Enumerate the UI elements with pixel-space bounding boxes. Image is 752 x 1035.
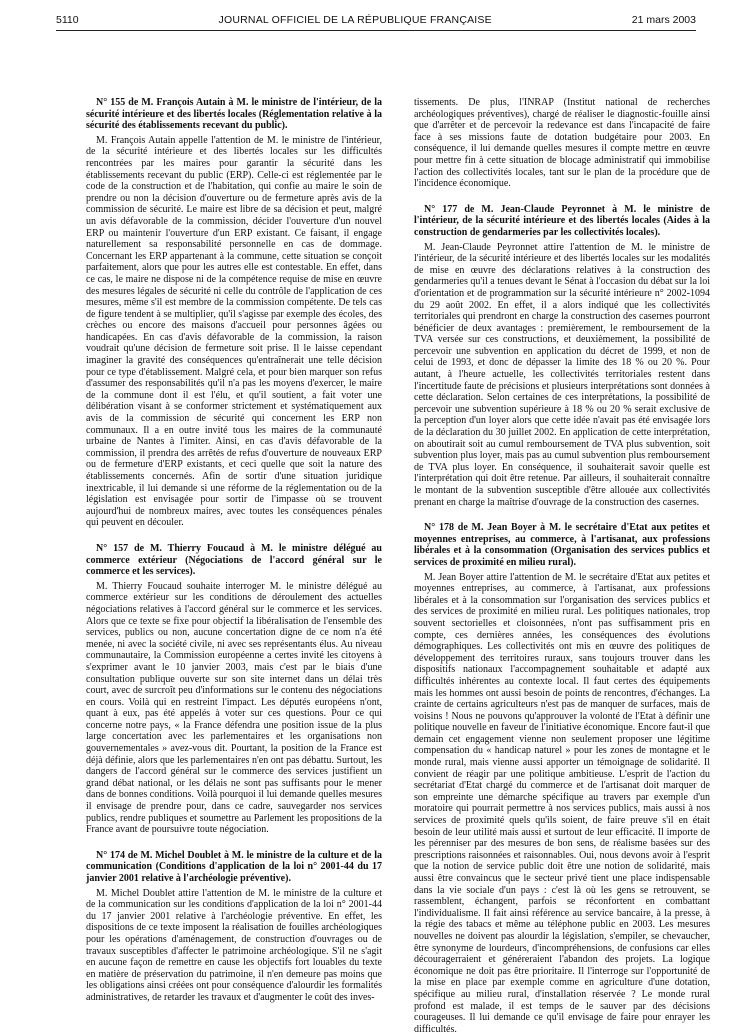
right-column — [414, 97, 710, 1035]
page-header — [56, 10, 696, 31]
question-174-continuation: tissements. De plus, l'INRAP (Institut national de recherches archéologiques préventives), chargé de réaliser le diagnostic-fouille ainsi que d'arrêter et de percevoir la redevance est dans l'incapacité de faire face à ses missions faute de dotation budgétaire pour 2003. En conséquence, il lui demande quelles mesures il compte mettre en œuvre pour mettre fin à cette situation de blocage administratif qui immobilise l'action des collectivités locales, tant sur le plan de la procédure que de l'incidence économique. — [414, 97, 710, 190]
left-column — [86, 97, 382, 1003]
question-174-body: M. Michel Doublet attire l'attention de M. le ministre de la culture et de la communication sur les conditions d'application de la loi n° 2001-44 du 17 janvier 2001 relative à l'archéologie préventive. En effet, les dispositions de ce texte imposent la réalisation de fouilles archéologiques pour les opérations d'aménagement, de construction d'ouvrages ou de travaux susceptibles d'affecter le patrimoine archéologique. S'il ne s'agit en aucune façon de remettre en cause les objectifs fort louables du texte en matière de préservation du patrimoine, il n'en demeure pas moins que les obligations ainsi créées ont pour conséquence d'alourdir les formalités administratives, de retarder les travaux et d'augmenter le coût des inves- — [86, 887, 382, 1003]
journal-title: JOURNAL OFFICIEL DE LA RÉPUBLIQUE FRANÇAISE — [218, 14, 492, 26]
question-178-title: N° 178 de M. Jean Boyer à M. le secrétaire d'Etat aux petites et moyennes entreprises, au commerce, à l'artisanat, aux professions libérales et à la consommation (Organisation des services publics et services de proximité en milieu rural). — [414, 522, 710, 568]
issue-date: 21 mars 2003 — [631, 14, 696, 26]
question-157-body: M. Thierry Foucaud souhaite interroger M. le ministre délégué au commerce extérieur sur les conditions de déroulement des actuelles négociations relatives à l'accord général sur le commerce et les services. Alors que ce texte se fixe pour objectif la libéralisation de l'ensemble des services, publics ou non, aucune concertation digne de ce nom n'a été menée, ni avec la société civile, ni avec ses représentants élus. Au niveau communautaire, la Commission européenne a certes invité les citoyens à s'exprimer avant le 10 janvier 2003, mais c'est par le biais d'une consultation publique ouverte sur son site internet dans un délai très court, avec de surcroît peu d'informations sur le contenu des négociations en cours. Voilà qui en restreint l'impact. Les députés européens n'ont, quant à eux, pas été appelés à voter sur ces questions. Pour ce qui concerne notre pays, « la France défendra une position issue de la plus large concertation avec les parlementaires et les organisations non gouvernementales » avez-vous dit. Pourtant, la position de la France est déjà définie, alors que les parlementaires n'en ont pas débattu. Surtout, les dangers de l'accord général sur le commerce des services justifient un grand débat national, or les délais ne sont pas suffisants pour le mener dans de bonnes conditions. Voilà pourquoi il lui demande quelles mesures il envisage de prendre pour, dans ce cadre, sauvegarder nos services publics, rendre publiques et soumettre au Parlement les propositions de la France avant de poursuivre toute négociation. — [86, 580, 382, 836]
question-155-title: N° 155 de M. François Autain à M. le ministre de l'intérieur, de la sécurité intérieure et des libertés locales (Réglementation relative à la sécurité des établissements recevant du public). — [86, 97, 382, 132]
question-157-title: N° 157 de M. Thierry Foucaud à M. le ministre délégué au commerce extérieur (Négociations de l'accord général sur le commerce et les services). — [86, 542, 382, 578]
question-155-body: M. François Autain appelle l'attention de M. le ministre de l'intérieur, de la sécurité intérieure et des libertés locales sur les difficultés rencontrées par les maires pour garantir la sécurité dans les établissements recevant du public (ERP). Celle-ci est réglementée par le code de la construction et de l'habitation, qui confie au maire le soin de prendre ou non la décision d'ouverture ou de fermeture après avis de la commission de sécurité. Le maire est libre de sa décision et peut, malgré un avis défavorable de la commission, décider l'ouverture d'un nouvel ERP ou maintenir l'ouverture d'un ERP existant. Ce faisant, il engage naturellement sa responsabilité personnelle en cas de dommage. Concernant les ERP appartenant à la commune, cette situation se conçoit parfaitement, alors que pour les autres elle est contestable. En effet, dans ce cas, le maire ne dispose ni de la compétence requise de mise en œuvre des mesures légales de sécurité ni celle du contrôle de l'application de ces mesures, même s'il est membre de la commission compétente. De tels cas de figure tendent à se multiplier, qu'il s'agisse par exemple des écoles, des crèches ou encore des maisons d'accueil pour personnes âgées ou handicapées. En cas d'avis défavorable de la commission, la raison voudrait qu'une décision de fermeture soit prise. Il le laisse cependant imaginer la gravité des conséquences qu'entraînerait une telle décision pour ce type d'établissement. Malgré cela, et pour bien marquer son refus d'assumer des responsabilités qu'il n'a pas les moyens d'exercer, le maire de la commune dont il est l'élu, et qu'il soutient, a fait voter une délibération visant à se conformer strictement et systématiquement aux avis de la commission de sécurité qui concernent les ERP non communaux. Il a en outre invité tous les maires de la communauté urbaine de Nantes à l'imiter. Ainsi, en cas d'avis défavorable de la commission, il prendra des arrêtés de refus d'ouverture de nouveaux ERP ou de fermeture d'ERP existants, et ceci quelle que soit la nature des établissements concernés. Afin de sortir d'une situation juridique inextricable, il lui demande si une réforme de la réglementation ou de la législation est envisagée pour sortir de l'impasse où se trouvent aujourd'hui de nombreux maires, avec toutes les conséquences pénales qui peuvent en découler. — [86, 134, 382, 529]
question-178-body: M. Jean Boyer attire l'attention de M. le secrétaire d'Etat aux petites et moyennes entreprises, au commerce, à l'artisanat, aux professions libérales et à la consommation sur l'organisation des services publics et des services de proximité en milieu rural. Les politiques nationales, trop souvent sectorielles et cloisonnées, n'ont pas suffisamment pris en compte, ces dernières années, les conséquences des évolutions démographiques. Les collectivités ont mis en œuvre des politiques de développement des territoires ruraux, sans toujours trouver dans les dispositifs nationaux l'accompagnement souhaitable et adapté aux difficultés inhérentes au contexte local. Il faut certes des équipements mais les hommes ont aussi besoin de points de rencontres, d'échanges. La crainte de certains agriculteurs n'est pas de manquer de surfaces, mais de voisins ! Nous ne pouvons qu'approuver la volonté de l'Etat à définir une politique nouvelle en faveur de l'initiative économique. Encore faut-il que demain cet engagement vienne non seulement proposer une légitime compensation du « handicap naturel » pour les zones de montagne et le monde rural, mais vienne aussi apporter un témoignage de solidarité. Il convient de réagir par une politique ambitieuse. L'esprit de l'action du secrétariat d'Etat chargé du commerce et de l'artisanat doit marquer de son empreinte une démarche spécifique au travers par exemple d'un moratoire qui pourrait permettre à nos services publics, mais aussi à nos services de proximité quels qu'ils soient, de faire preuve s'il en était besoin de leur utilité mais aussi et surtout de leur efficacité. Il importe de les pérenniser par des mesures de bon sens, de réalisme basées sur des prescriptions raisonnées et raisonnables. Oui, nous devons avoir à l'esprit que la notion de service public doit être une notion de solidarité, mais aussi être convaincus que le secteur privé tient une place indispensable dans la vie sociale d'un pays : c'est là où les gens se retrouvent, se rassemblent, échangent, parfois se réconfortent en combattant l'individualisme. Il fait ainsi référence au service bancaire, à la presse, à la régie des tabacs et même au téléphone public en 2003. Les mesures nouvelles ne doivent pas alourdir la législation, s'empiler, se chevaucher, être synonyme de lourdeurs, d'incompréhensions, de confusions car elles découragerraient et généreraient l'abandon des projets. La logique économique ne doit pas être prioritaire. Il l'interroge sur l'opportunité de la mise en place par exemple comme en agriculture d'une dotation, spécifique au milieu rural, d'installation réservée ? Le monde rural profond est malade, il est temps de le sauver par des décisions courageuses. Il lui demande ce qu'il envisage de faire pour enrayer les difficultés. — [414, 571, 710, 1035]
question-174-title: N° 174 de M. Michel Doublet à M. le ministre de la culture et de la communication (Conditions d'application de la loi n° 2001-44 du 17 janvier 2001 relative à l'archéologie préventive). — [86, 849, 382, 884]
text-columns — [86, 97, 710, 1035]
question-177-body: M. Jean-Claude Peyronnet attire l'attention de M. le ministre de l'intérieur, de la sécurité intérieure et des libertés locales sur les modalités de mise en œuvre des déclarations relatives à la construction des gendarmeries qu'il a tenues devant le Sénat à l'occasion du débat sur la loi d'orientation et de programmation sur la sécurité intérieure n° 2002-1094 du 29 août 2002. En effet, il a alors indiqué que les collectivités territoriales qui prendront en charge la construction des casernes pourront bénéficier de deux avantages : premièrement, le remboursement de la TVA versée sur ces constructions, et deuxièmement, la possibilité de percevoir une subvention en application du décret de 1999, et non de celui de 1993, et donc de dépasser la limite des 18 % ou 20 %. Pour autant, à l'heure actuelle, les collectivités territoriales restent dans l'incertitude faute de précisions et plusieurs interprétations sont données à cette déclaration. Selon certaines de ces interprétations, la possibilité de percevoir une subvention supérieure à 18 % ou 20 % serait exclusive de la perception d'un loyer alors que cette idée n'avait pas été envisagée lors de la déclaration du 30 juillet 2002. En application de cette interprétation, on aboutirait soit au cumul remboursement de TVA plus subvention, soit subvention plus loyer, mais pas au cumul subvention plus remboursement de TVA plus loyer. En conséquence, il souhaiterait savoir quelle est l'interprétation qui doit être retenue. Par ailleurs, il souhaiterait connaître le montant de la subvention susceptible d'être allouée aux collectivités prenant en charge la maîtrise d'ouvrage de la construction des casernes. — [414, 241, 710, 508]
question-177-title: N° 177 de M. Jean-Claude Peyronnet à M. le ministre de l'intérieur, de la sécurité intérieure et des libertés locales (Aides à la construction de gendarmeries par les collectivités locales). — [414, 203, 710, 238]
page-number: 5110 — [56, 14, 79, 26]
